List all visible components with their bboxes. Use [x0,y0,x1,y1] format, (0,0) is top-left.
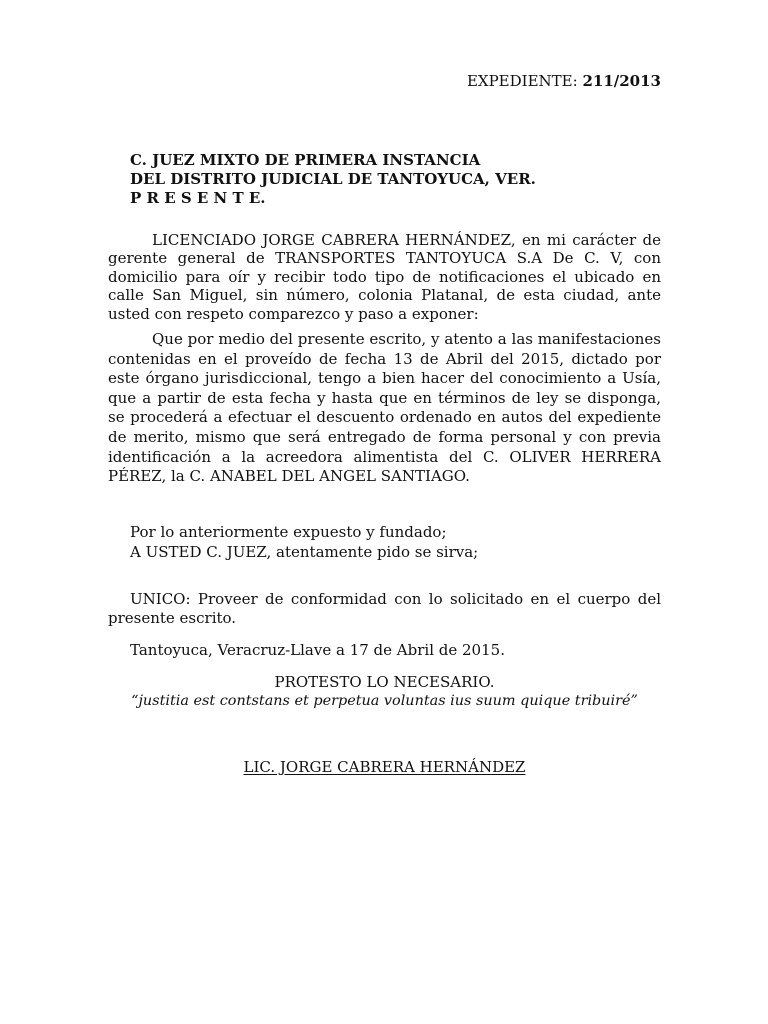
protesto-line: PROTESTO LO NECESARIO. [274,673,495,691]
place-date: Tantoyuca, Veracruz-Llave a 17 de Abril de 2015. [130,641,505,659]
closing-line-2: A USTED C. JUEZ, atentamente pido se sirva; [130,542,479,561]
addressee-line-1: C. JUEZ MIXTO DE PRIMERA INSTANCIA [130,151,481,169]
case-number-value: 211/2013 [582,72,661,90]
addressee-line-2: DEL DISTRITO JUDICIAL DE TANTOYUCA, VER. [130,170,536,188]
case-number-header [420,71,661,91]
case-number-label: EXPEDIENTE: [466,72,578,90]
addressee-block [130,151,661,208]
intro-paragraph: LICENCIADO JORGE CABRERA HERNÁNDEZ, en mi carácter de gerente general de TRANSPORTES TANTOYUCA S.A De C. V, con domicilio para oír y recibir todo tipo de notificaciones el ubicado en calle San Miguel, sin número, colonia Platanal, de esta ciudad, ante usted con respeto comparezco y paso a exponer: [108,231,661,323]
petition-paragraph: UNICO: Proveer de conformidad con lo solicitado en el cuerpo del presente escrito. [108,590,661,627]
closing-line-1: Por lo anteriormente expuesto y fundado; [130,523,447,541]
addressee-line-3: P R E S E N T E. [130,189,266,207]
closing-block [130,523,661,562]
signature-block [108,757,661,777]
statement-paragraph: Que por medio del presente escrito, y atento a las manifestaciones contenidas en el proveído de fecha 13 de Abril del 2015, dictado por este órgano jurisdiccional, tengo a bien hacer del conocimiento a Usía, que a partir de esta fecha y hasta que en términos de ley se disponga, se procederá a efectuar el descuento ordenado en autos del expediente de merito, mismo que será entregado de forma personal y con previa identificación a la acreedora alimentista del C. OLIVER HERRERA PÉREZ, la C. ANABEL DEL ANGEL SANTIAGO. [108,330,661,486]
latin-motto: “justitia est contstans et perpetua voluntas ius suum quique tribuiré” [131,693,638,709]
signature-name: LIC. JORGE CABRERA HERNÁNDEZ [243,758,526,776]
